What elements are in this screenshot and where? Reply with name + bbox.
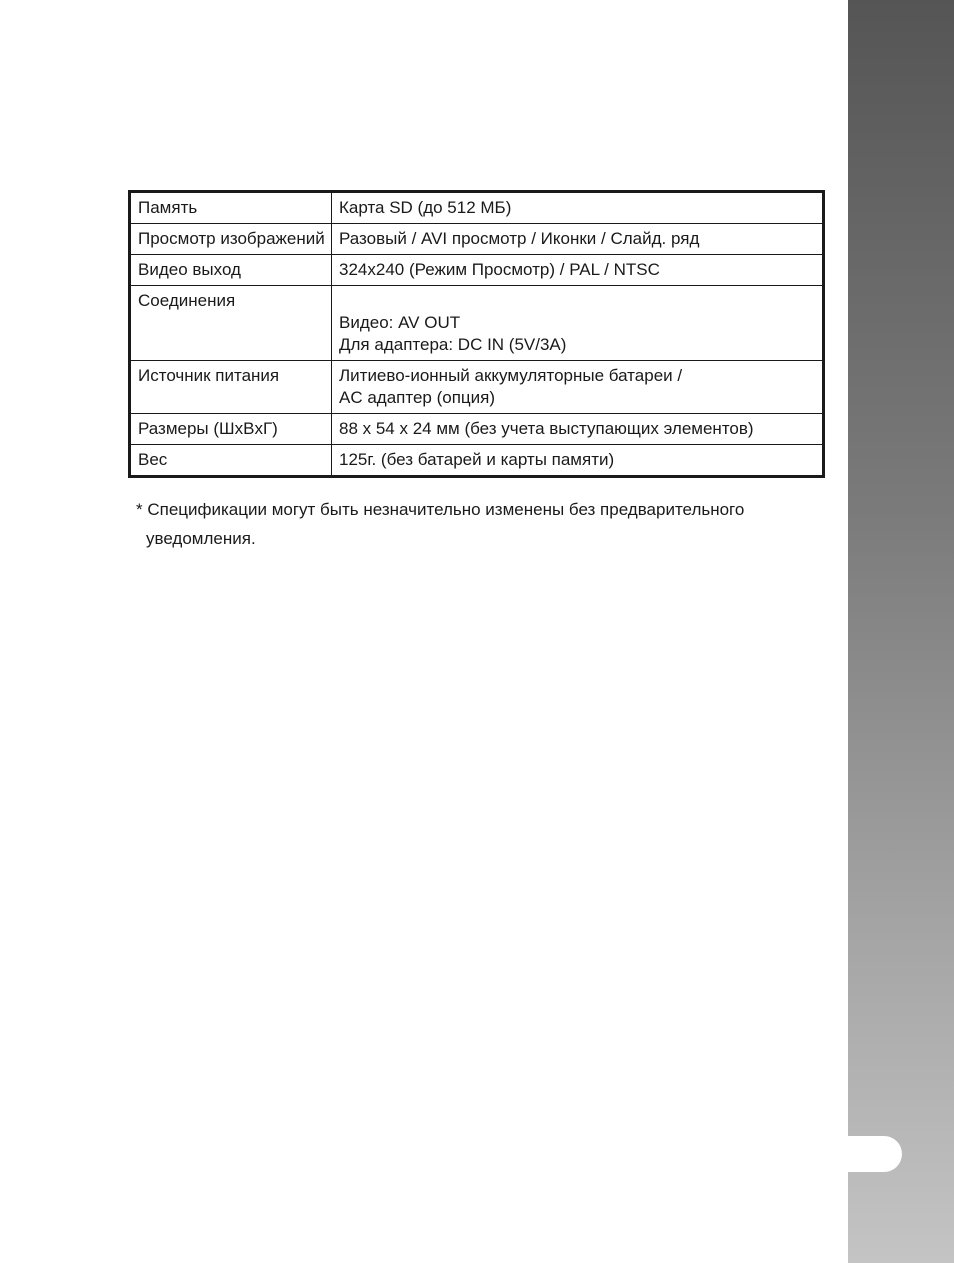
- spec-label-weight: Вес: [130, 445, 332, 477]
- table-row: [130, 361, 824, 414]
- table-row: [130, 286, 824, 361]
- specifications-table: [128, 190, 825, 478]
- spec-label-image-viewing: Просмотр изображений: [130, 224, 332, 255]
- specifications-footnote: [136, 495, 826, 553]
- spec-value-power-source: [332, 361, 824, 414]
- spec-label-video-out: Видео выход: [130, 255, 332, 286]
- spec-value-weight: 125г. (без батарей и карты памяти): [332, 445, 824, 477]
- table-row: [130, 255, 824, 286]
- spec-label-memory: Память: [130, 192, 332, 224]
- spec-label-connections: Соединения: [130, 286, 332, 361]
- footnote-line-2: уведомления.: [146, 529, 256, 548]
- spec-value-connections-adapter: Для адаптера: DC IN (5V/3A): [339, 335, 567, 354]
- table-row: [130, 192, 824, 224]
- table-row: [130, 414, 824, 445]
- spec-value-video-out: 324x240 (Режим Просмотр) / PAL / NTSC: [332, 255, 824, 286]
- spec-value-connections-video: Видео: AV OUT: [339, 313, 461, 332]
- spec-label-power-source: Источник питания: [130, 361, 332, 414]
- page-number-tab: [848, 1136, 902, 1172]
- table-row: [130, 445, 824, 477]
- spec-value-dimensions: 88 x 54 x 24 мм (без учета выступающих элементов): [332, 414, 824, 445]
- spec-label-dimensions: Размеры (ШxВxГ): [130, 414, 332, 445]
- footnote-line-1: * Спецификации могут быть незначительно изменены без предварительного: [136, 500, 745, 519]
- side-gradient-strip: [848, 0, 954, 1263]
- spec-value-power-battery: Литиево-ионный аккумуляторные батареи /: [339, 366, 683, 385]
- spec-value-connections: [332, 286, 824, 361]
- spec-value-image-viewing: Разовый / AVI просмотр / Иконки / Слайд. ряд: [332, 224, 824, 255]
- spec-value-power-adapter: AC адаптер (опция): [339, 388, 496, 407]
- spec-value-memory: Карта SD (до 512 МБ): [332, 192, 824, 224]
- table-row: [130, 224, 824, 255]
